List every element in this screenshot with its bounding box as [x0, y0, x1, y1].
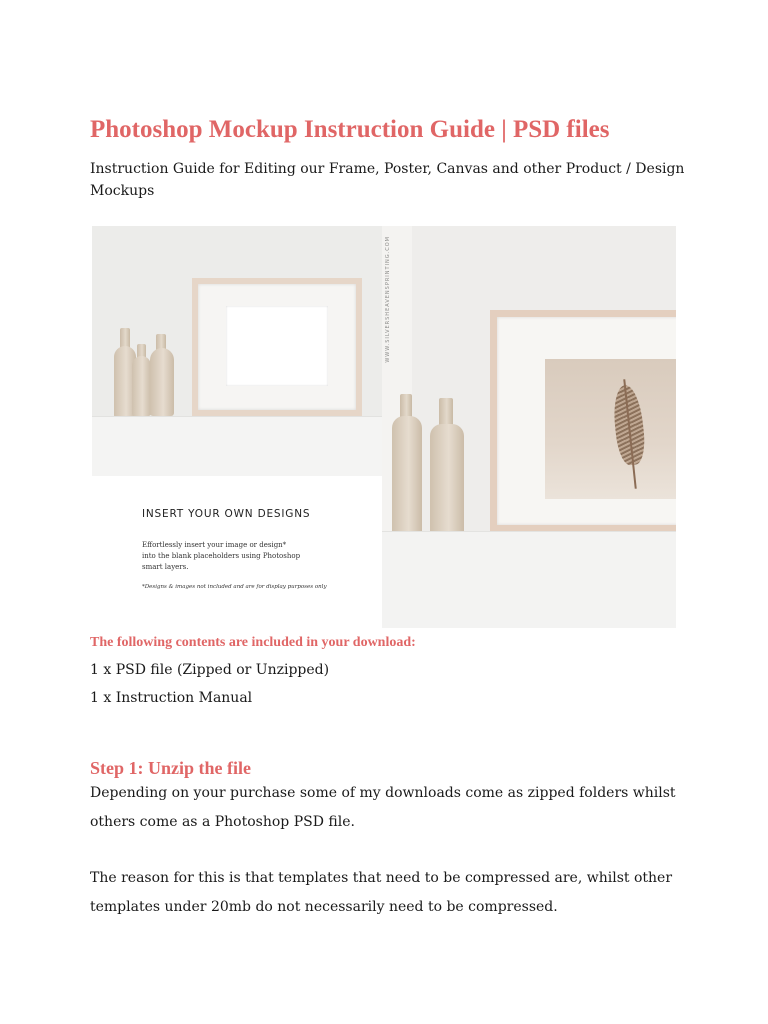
step-1-title: Step 1: Unzip the file	[90, 758, 251, 778]
mockup-description: Effortlessly insert your image or design* into the blank placeholders using Photoshop smart layers.	[142, 541, 301, 571]
framed-feather-print	[490, 310, 676, 532]
feather-photo	[545, 359, 676, 499]
shelf	[92, 416, 382, 476]
mockup-preview-image	[92, 226, 676, 628]
contents-item: 1 x Instruction Manual	[90, 690, 253, 706]
watermark-url: WWW.SILVERSHEAVENSPRINTING.COM	[385, 236, 391, 363]
mockup-info-panel	[92, 476, 382, 628]
blank-placeholder	[226, 306, 328, 386]
contents-heading: The following contents are included in your download:	[90, 635, 416, 650]
page-subtitle: Instruction Guide for Editing our Frame, Poster, Canvas and other Product / Design Mockups	[90, 161, 685, 199]
mockup-heading: INSERT YOUR OWN DESIGNS	[142, 508, 311, 520]
step-1-paragraph: Depending on your purchase some of my downloads come as zipped folders whilst others come as a Photoshop PSD file.	[90, 785, 676, 830]
step-1-paragraph: The reason for this is that templates that need to be compressed are, whilst other templates under 20mb do not necessarily need to be compressed.	[90, 870, 673, 915]
frame-mat	[497, 317, 676, 525]
blank-frame	[192, 278, 362, 416]
left-scene-photo	[92, 226, 382, 476]
mockup-disclaimer: *Designs & images not included and are for display purposes only	[142, 584, 327, 590]
shelf	[382, 531, 676, 628]
frame-mat	[198, 284, 356, 410]
right-scene-photo	[382, 226, 676, 628]
page-title: Photoshop Mockup Instruction Guide | PSD files	[90, 116, 610, 143]
contents-item: 1 x PSD file (Zipped or Unzipped)	[90, 662, 330, 678]
